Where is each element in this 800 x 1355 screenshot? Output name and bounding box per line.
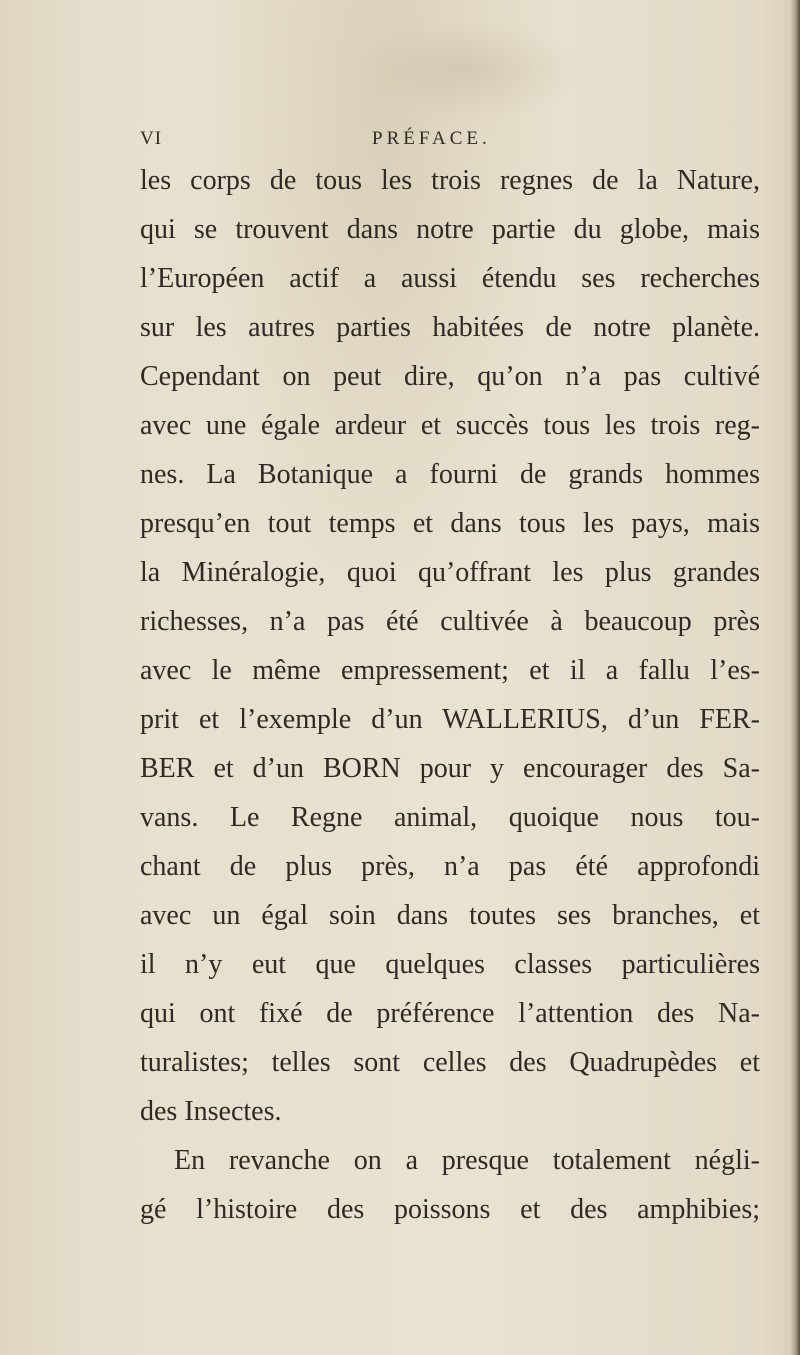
text-line: la Minéralogie, quoi qu’offrant les plus grandes xyxy=(140,557,760,588)
text-line: qui ont fixé de préférence l’attention des Na- xyxy=(140,998,760,1029)
text-line: Cependant on peut dire, qu’on n’a pas cultivé xyxy=(140,361,760,392)
text-line: gé l’histoire des poissons et des amphibies; xyxy=(140,1194,760,1225)
text-line: avec le même empressement; et il a fallu l’es- xyxy=(140,655,760,686)
text-line: turalistes; telles sont celles des Quadrupèdes et xyxy=(140,1047,760,1078)
text-line: qui se trouvent dans notre partie du globe, mais xyxy=(140,214,760,245)
page-header xyxy=(140,128,660,158)
page-edge-shadow xyxy=(790,0,800,1355)
text-line: prit et l’exemple d’un WALLERIUS, d’un FER- xyxy=(140,704,760,735)
text-line: sur les autres parties habitées de notre planète. xyxy=(140,312,760,343)
body-text xyxy=(140,156,760,1234)
ink-bleed-through xyxy=(360,20,580,120)
text-line: avec un égal soin dans toutes ses branches, et xyxy=(140,900,760,931)
text-line: des Insectes. xyxy=(140,1096,282,1127)
text-line: avec une égale ardeur et succès tous les trois reg- xyxy=(140,410,760,441)
text-line: richesses, n’a pas été cultivée à beaucoup près xyxy=(140,606,760,637)
running-head: PRÉFACE. xyxy=(372,128,491,149)
text-line: les corps de tous les trois regnes de la Nature, xyxy=(140,165,760,196)
text-line: nes. La Botanique a fourni de grands hommes xyxy=(140,459,760,490)
text-line: En revanche on a presque totalement négli- xyxy=(174,1145,760,1176)
text-line: vans. Le Regne animal, quoique nous tou- xyxy=(140,802,760,833)
text-line: il n’y eut que quelques classes particulières xyxy=(140,949,760,980)
text-line: chant de plus près, n’a pas été approfondi xyxy=(140,851,760,882)
text-line: presqu’en tout temps et dans tous les pays, mais xyxy=(140,508,760,539)
text-line: BER et d’un BORN pour y encourager des Sa- xyxy=(140,753,760,784)
text-line: l’Européen actif a aussi étendu ses recherches xyxy=(140,263,760,294)
page-number: VI xyxy=(140,128,163,149)
